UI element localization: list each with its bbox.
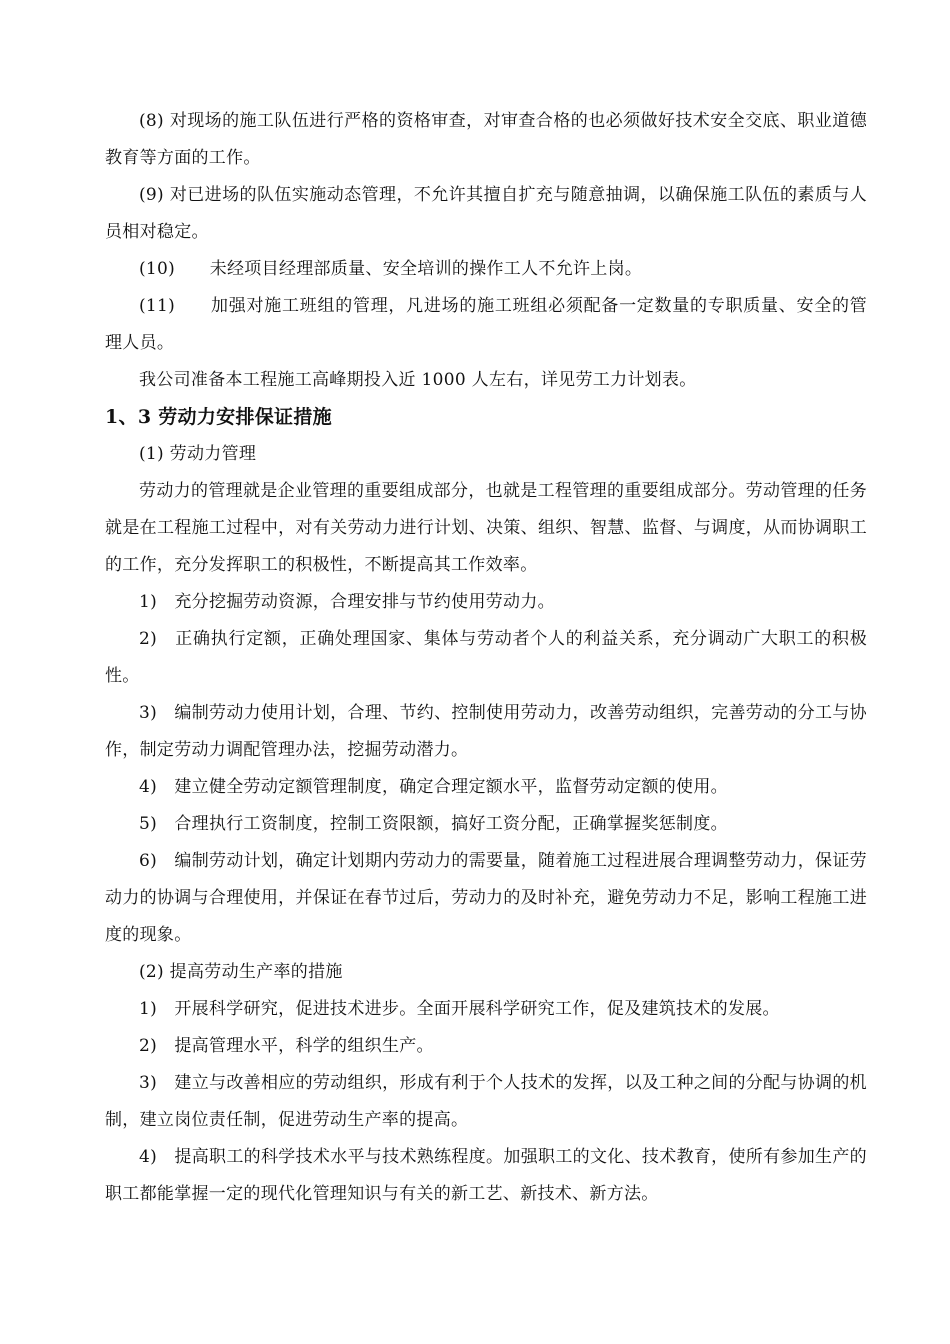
subsection-heading-productivity: (2) 提高劳动生产率的措施 [139, 962, 343, 982]
paragraph-item-10: (10) 未经项目经理部质量、安全培训的操作工人不允许上岗。 [139, 259, 643, 279]
section-heading: 1、3 劳动力安排保证措施 [105, 406, 332, 428]
paragraph-item-11: (11) 加强对施工班组的管理，凡进场的施工班组必须配备一定数量的专职质量、安全的管理人员。 [105, 296, 867, 353]
paragraph-item-8: (8) 对现场的施工队伍进行严格的资格审查，对审查合格的也必须做好技术安全交底、职业道德教育等方面的工作。 [105, 111, 867, 168]
list-item-6: 6) 编制劳动计划，确定计划期内劳动力的需要量，随着施工过程进展合理调整劳动力，保证劳动力的协调与合理使用，并保证在春节过后，劳动力的及时补充，避免劳动力不足，影响工程施工进度的现象。 [105, 851, 867, 945]
productivity-item-3: 3) 建立与改善相应的劳动组织，形成有利于个人技术的发挥，以及工种之间的分配与协调的机制，建立岗位责任制，促进劳动生产率的提高。 [105, 1073, 867, 1130]
list-item-3: 3) 编制劳动力使用计划，合理、节约、控制使用劳动力，改善劳动组织，完善劳动的分工与协作，制定劳动力调配管理办法，挖掘劳动潜力。 [105, 703, 867, 760]
paragraph-labor-management: 劳动力的管理就是企业管理的重要组成部分，也就是工程管理的重要组成部分。劳动管理的任务就是在工程施工过程中，对有关劳动力进行计划、决策、组织、智慧、监督、与调度，从而协调职工的工作，充分发挥职工的积极性，不断提高其工作效率。 [105, 481, 867, 575]
list-item-5: 5) 合理执行工资制度，控制工资限额，搞好工资分配，正确掌握奖惩制度。 [139, 814, 728, 834]
list-item-4: 4) 建立健全劳动定额管理制度，确定合理定额水平，监督劳动定额的使用。 [139, 777, 728, 797]
list-item-2: 2) 正确执行定额，正确处理国家、集体与劳动者个人的利益关系，充分调动广大职工的积极性。 [105, 629, 867, 686]
list-item-1: 1) 充分挖掘劳动资源，合理安排与节约使用劳动力。 [139, 592, 555, 612]
productivity-item-4: 4) 提高职工的科学技术水平与技术熟练程度。加强职工的文化、技术教育，使所有参加生产的职工都能掌握一定的现代化管理知识与有关的新工艺、新技术、新方法。 [105, 1147, 867, 1204]
productivity-item-2: 2) 提高管理水平，科学的组织生产。 [139, 1036, 434, 1056]
paragraph-workforce-plan: 我公司准备本工程施工高峰期投入近 1000 人左右，详见劳工力计划表。 [139, 370, 697, 390]
paragraph-item-9: (9) 对已进场的队伍实施动态管理，不允许其擅自扩充与随意抽调，以确保施工队伍的素质与人员相对稳定。 [105, 185, 867, 242]
productivity-item-1: 1) 开展科学研究，促进技术进步。全面开展科学研究工作，促及建筑技术的发展。 [139, 999, 780, 1019]
subsection-heading-labor-management: (1) 劳动力管理 [139, 444, 257, 464]
document-body [105, 103, 867, 1213]
